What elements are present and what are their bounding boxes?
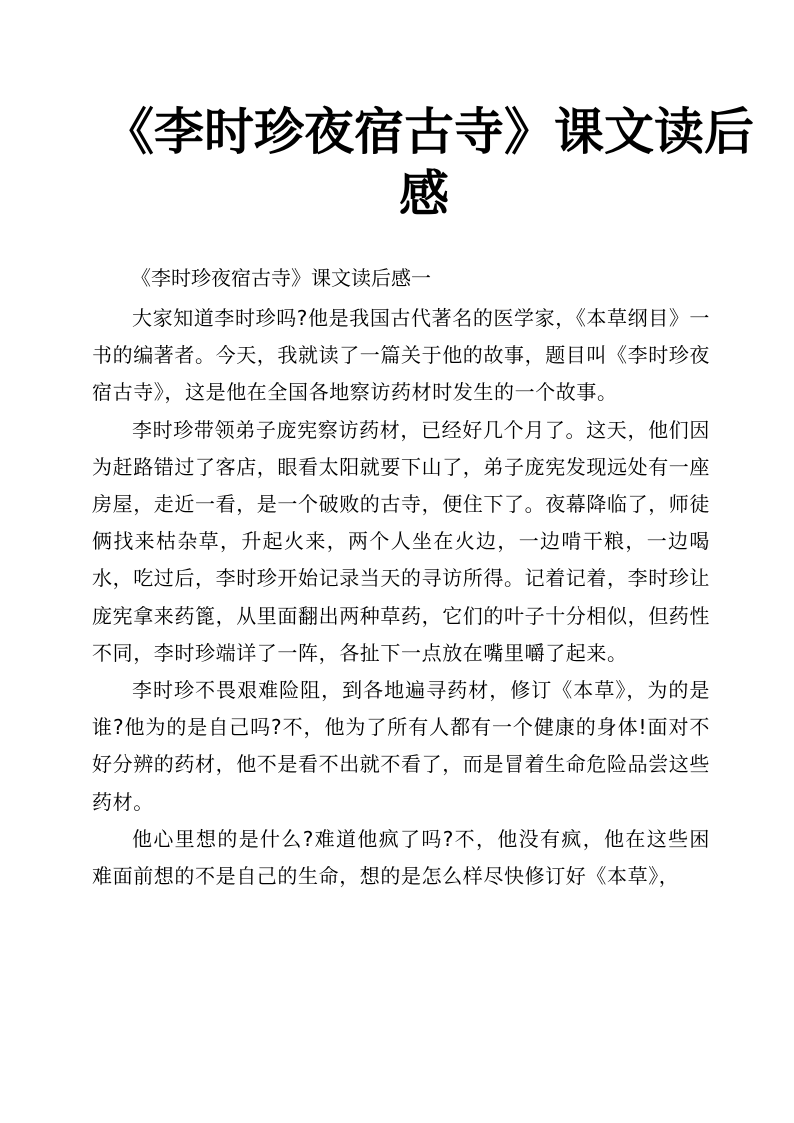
paragraph-1: 大家知道李时珍吗?他是我国古代著名的医学家，《本草纲目》一书的编著者。今天，我就读了一篇关于他的故事，题目叫《李时珍夜宿古寺》，这是他在全国各地察访药材时发生的一个故事。 — [92, 306, 711, 405]
document-title — [104, 101, 754, 225]
paragraph-2: 李时珍带领弟子庞宪察访药材，已经好几个月了。这天，他们因为赶路错过了客店，眼看太阳就要下山了，弟子庞宪发现远处有一座房屋，走近一看，是一个破败的古寺，便住下了。夜幕降临了，师徒俩找来枯杂草，升起火来，两个人坐在火边，一边啃干粮，一边喝水，吃过后，李时珍开始记录当天的寻访所得。记着记着，李时珍让庞宪拿来药篦，从里面翻出两种草药，它们的叶子十分相似，但药性不同，李时珍端详了一阵，各扯下一点放在嘴里嚼了起来。 — [92, 417, 710, 665]
paragraph-3: 李时珍不畏艰难险阻，到各地遍寻药材，修订《本草》，为的是谁?他为的是自己吗?不，他为了所有人都有一个健康的身体!面对不好分辨的药材，他不是看不出就不看了，而是冒着生命危险品尝这些药材。 — [92, 678, 710, 814]
title-line-2: 感 — [399, 165, 449, 223]
title-line-1: 《李时珍夜宿古寺》课文读后 — [104, 103, 754, 161]
document-body — [92, 300, 710, 895]
document-subtitle: 《李时珍夜宿古寺》课文读后感一 — [131, 266, 431, 290]
paragraph-4: 他心里想的是什么?难道他疯了吗?不，他没有疯，他在这些困难面前想的不是自己的生命，想的是怎么样尽快修订好《本草》， — [92, 826, 710, 889]
